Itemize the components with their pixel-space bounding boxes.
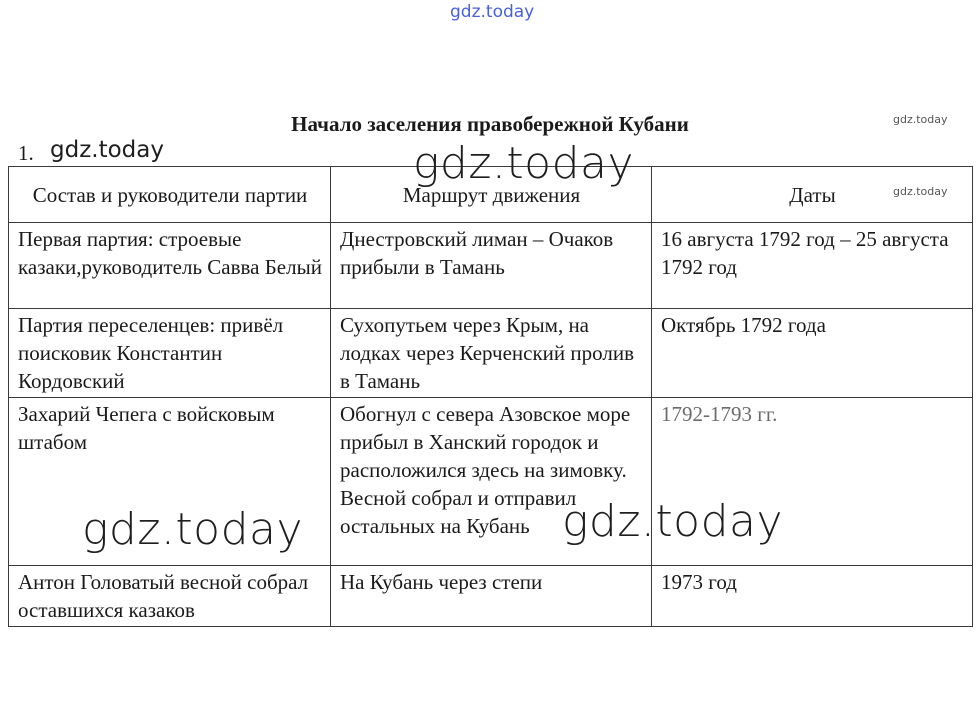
cell-party: Партия переселенцев: привёл поисковик Константин Кордовский: [9, 309, 331, 398]
cell-route: Обогнул с севера Азовское море прибыл в Ханский городок и расположился здесь на зимовку. Весной собрал и отправил остальных на Кубань: [331, 398, 652, 566]
cell-dates: 16 августа 1792 год – 25 августа 1792 год: [652, 223, 973, 309]
watermark-bottom-left: gdz.today: [82, 504, 304, 555]
task-number: 1.: [18, 141, 34, 165]
watermark-task-side: gdz.today: [50, 137, 164, 163]
watermark-header-center: gdz.today: [413, 138, 635, 189]
watermark-near-title: gdz.today: [893, 113, 948, 126]
watermark-bottom-right: gdz.today: [562, 496, 784, 547]
page-title: Начало заселения правобережной Кубани: [291, 112, 689, 136]
header-dates: Даты: [652, 167, 973, 223]
cell-party: Захарий Чепега с войсковым штабом: [9, 398, 331, 566]
watermark-top: gdz.today: [450, 2, 535, 22]
cell-dates: 1973 год: [652, 566, 973, 627]
cell-dates: Октябрь 1792 года: [652, 309, 973, 398]
header-party: Состав и руководители партии: [9, 167, 331, 223]
table-row: [9, 566, 973, 627]
watermark-near-header: gdz.today: [893, 185, 948, 198]
table-row: [9, 223, 973, 309]
cell-route: На Кубань через степи: [331, 566, 652, 627]
cell-party: Антон Головатый весной собрал оставшихся казаков: [9, 566, 331, 627]
cell-route: Сухопутьем через Крым, на лодках через Керченский пролив в Тамань: [331, 309, 652, 398]
header-route: Маршрут движения: [331, 167, 652, 223]
cell-route: Днестровский лиман – Очаков прибыли в Тамань: [331, 223, 652, 309]
settlement-table: [8, 166, 973, 627]
cell-party: Первая партия: строевые казаки,руководитель Савва Белый: [9, 223, 331, 309]
cell-dates: 1792-1793 гг.: [652, 398, 973, 566]
table-row: [9, 309, 973, 398]
